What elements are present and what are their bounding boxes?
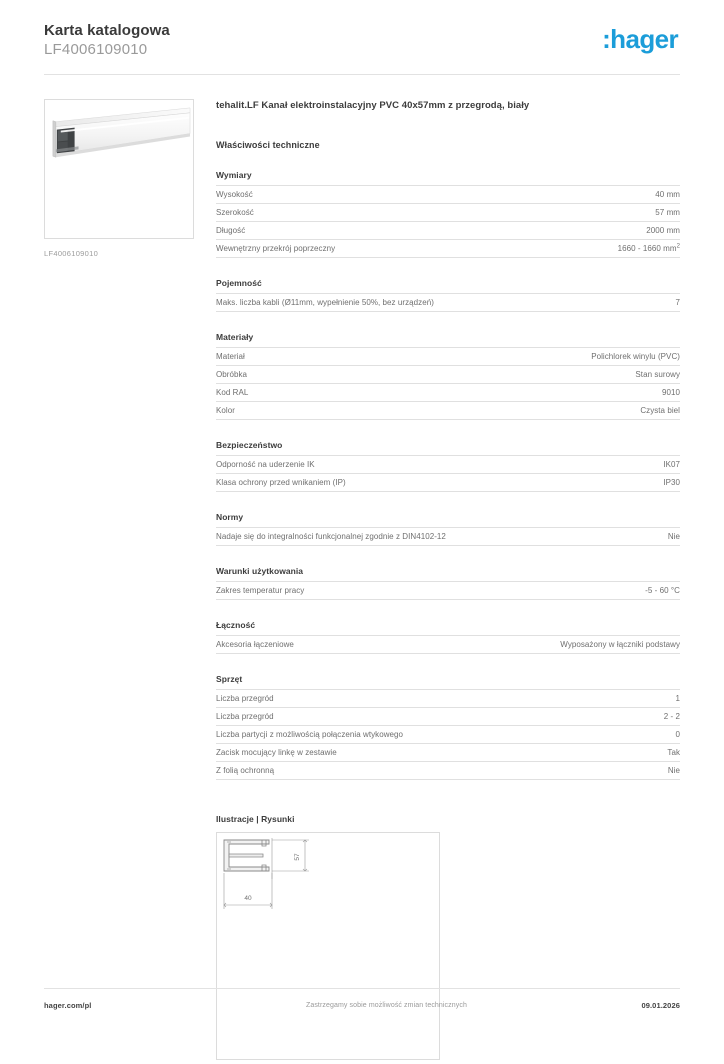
footer-date: 09.01.2026 [641, 1001, 680, 1010]
spec-label: Zacisk mocujący linkę w zestawie [216, 747, 337, 757]
footer-row [44, 989, 680, 1010]
document-title-block [44, 22, 170, 60]
spec-label: Klasa ochrony przed wnikaniem (IP) [216, 477, 346, 487]
product-photo-caption: LF4006109010 [44, 248, 99, 258]
spec-value: -5 - 60 °C [645, 585, 680, 595]
spec-value: Stan surowy [635, 369, 680, 379]
spec-label: Maks. liczba kabli (Ø11mm, wypełnienie 50%, bez urządzeń) [216, 297, 434, 307]
spec-label: Długość [216, 225, 246, 235]
specifications-column [202, 99, 680, 1060]
content-area [44, 75, 680, 1060]
spec-group [216, 566, 680, 600]
cross-section-drawing [217, 833, 439, 1059]
spec-group-title: Materiały [216, 331, 254, 342]
product-image-column [44, 99, 202, 258]
document-reference: LF4006109010 [44, 41, 148, 59]
spec-value: 7 [675, 297, 680, 307]
table-row [216, 725, 680, 743]
spec-group [216, 674, 680, 780]
table-row [216, 761, 680, 779]
spec-value: 40 mm [655, 189, 680, 199]
page-header [44, 0, 680, 60]
spec-value: Czysta biel [640, 405, 680, 415]
drawings-section [216, 814, 680, 1060]
footer-website[interactable]: hager.com/pl [44, 1001, 92, 1010]
table-row [216, 293, 680, 311]
spec-value: Nie [667, 531, 680, 541]
drawing-frame [216, 832, 440, 1060]
table-row [216, 689, 680, 707]
table-row [216, 707, 680, 725]
page-title: Karta katalogowa [44, 22, 170, 39]
technical-properties-heading: Właściwości techniczne [216, 139, 320, 150]
drawings-title: Ilustracje | Rysunki [216, 813, 295, 824]
product-name: tehalit.LF Kanał elektroinstalacyjny PVC 40x57mm z przegrodą, biały [216, 99, 530, 111]
spec-label: Liczba przegród [216, 693, 274, 703]
spec-value-text: 1660 - 1660 mm [617, 243, 677, 253]
table-row [216, 473, 680, 491]
spec-label: Z folią ochronną [216, 765, 275, 775]
table-row [216, 527, 680, 545]
spec-value: 2 - 2 [663, 711, 680, 721]
spec-label: Kod RAL [216, 387, 249, 397]
spec-label: Odporność na uderzenie IK [216, 459, 315, 469]
spec-value [521, 239, 680, 257]
dimension-height-label: 57 [294, 853, 301, 861]
spec-label: Liczba przegród [216, 711, 274, 721]
table-row [216, 455, 680, 473]
spec-table [216, 347, 680, 420]
spec-group-title: Łączność [216, 619, 256, 630]
spec-table [216, 581, 680, 600]
table-row [216, 221, 680, 239]
spec-group [216, 620, 680, 654]
spec-table [216, 635, 680, 654]
hager-logo: :hager [602, 24, 678, 54]
dimension-width-label: 40 [244, 894, 252, 902]
spec-table [216, 527, 680, 546]
spec-label: Kolor [216, 405, 235, 415]
table-row [216, 203, 680, 221]
product-photo [45, 100, 193, 238]
spec-value: Polichlorek winylu (PVC) [591, 351, 680, 361]
spec-group-title: Sprzęt [216, 673, 243, 684]
spec-table [216, 689, 680, 780]
spec-value: Wyposażony w łączniki podstawy [560, 639, 680, 649]
spec-label: Materiał [216, 351, 245, 361]
spec-value: 2000 mm [646, 225, 680, 235]
spec-label: Nadaje się do integralności funkcjonalnej zgodnie z DIN4102-12 [216, 531, 446, 541]
product-photo-frame [44, 99, 194, 239]
spec-group [216, 278, 680, 312]
spec-group-title: Pojemność [216, 277, 262, 288]
page-footer [44, 988, 680, 1010]
table-row [216, 383, 680, 401]
spec-group [216, 170, 680, 258]
spec-group [216, 332, 680, 420]
table-row [216, 365, 680, 383]
spec-group [216, 440, 680, 492]
spec-table [216, 185, 680, 258]
spec-value: 57 mm [655, 207, 680, 217]
spec-value: Tak [667, 747, 680, 757]
spec-label: Akcesoria łączeniowe [216, 639, 294, 649]
spec-label: Liczba partycji z możliwością połączenia wtykowego [216, 729, 404, 739]
spec-value: 9010 [662, 387, 680, 397]
profile-divider [229, 854, 263, 857]
spec-group [216, 512, 680, 546]
spec-group-title: Bezpieczeństwo [216, 439, 283, 450]
table-row [216, 347, 680, 365]
table-row [216, 581, 680, 599]
spec-group-title: Normy [216, 511, 244, 522]
spec-label: Wewnętrzny przekrój poprzeczny [216, 243, 336, 253]
spec-value: Nie [667, 765, 680, 775]
footer-disclaimer: Zastrzegamy sobie możliwość zmian technicznych [305, 1002, 467, 1009]
spec-group-title: Wymiary [216, 169, 252, 180]
spec-label: Szerokość [216, 207, 254, 217]
spec-label: Wysokość [216, 189, 253, 199]
spec-label: Zakres temperatur pracy [216, 585, 305, 595]
table-row [216, 401, 680, 419]
spec-value: IK07 [663, 459, 680, 469]
table-row [216, 743, 680, 761]
spec-value-superscript: 2 [676, 243, 680, 250]
spec-value: IP30 [663, 477, 680, 487]
table-row [216, 185, 680, 203]
spec-table [216, 293, 680, 312]
table-row [216, 635, 680, 653]
spec-label: Obróbka [216, 369, 248, 379]
spec-value: 0 [675, 729, 680, 739]
spec-value: 1 [675, 693, 680, 703]
spec-groups [216, 170, 680, 780]
spec-table [216, 455, 680, 492]
table-row [216, 239, 680, 257]
spec-group-title: Warunki użytkowania [216, 565, 304, 576]
